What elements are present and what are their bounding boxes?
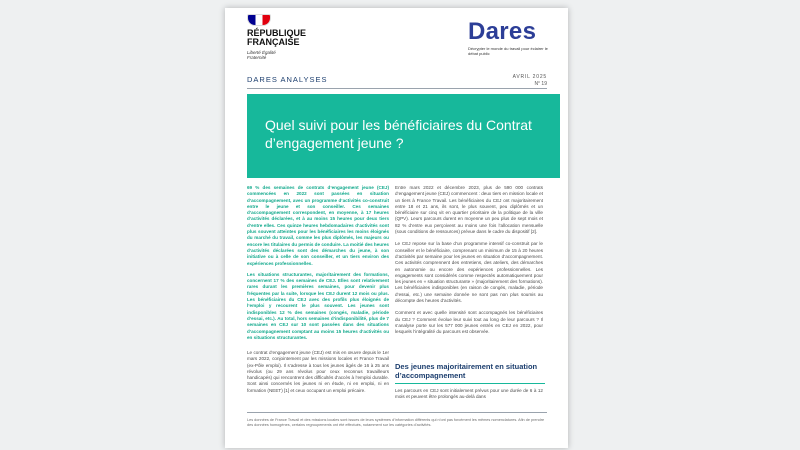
body-paragraph-3: Comment et avec quelle intensité sont accompagnés les bénéficiaires du CEJ ? Comment évolue leur suivi tout au long de leur parcours ? Il s’analyse porte sur les 577 000 jeunes entrés en CEJ en 2022, pour lesquels l’intégralité du parcours est observée. bbox=[395, 310, 543, 335]
page-title: Quel suivi pour les bénéficiaires du Contrat d’engagement jeune ? bbox=[265, 117, 532, 151]
body-column bbox=[395, 185, 543, 342]
section-paragraph: Les parcours en CEJ sont initialement prévus pour une durée de 6 à 12 mois et peuvent être prolongés au-delà dans bbox=[395, 388, 543, 400]
rf-motto: Liberté Égalité Fraternité bbox=[247, 50, 276, 60]
series-name: DARES ANALYSES bbox=[247, 75, 328, 84]
report-page bbox=[225, 8, 568, 448]
summary-paragraph-2: Les situations structurantes, majoritairement des formations, concernent 17 % des semaines de CEJ. Elles sont relativement rares durant les premières semaines, pour devenir plus fréquentes par la suite, lorsque les CEJ durent 12 mois ou plus. Les bénéficiaires du CEJ avec des profils plus éloignés de l’emploi y recourent le plus souvent. Les jeunes sont indisponibles 12 % des semaines (congés, maladie, période d’essai, etc.). Au total, hors semaines d’indisponibilité, plus de 7 semaines en CEJ sur 10 sont passées dans des situations d’accompagnement comptant au moins 15 heures d’activités ou en situations structurantes. bbox=[247, 271, 389, 340]
dares-logo-word: Dares bbox=[468, 18, 537, 45]
rf-title: RÉPUBLIQUE FRANÇAISE bbox=[247, 28, 307, 47]
issue-number: N° 19 bbox=[534, 81, 547, 87]
summary-paragraph-1: 69 % des semaines de contrats d’engagement jeune (CEJ) commencées en 2022 sont passées en situation d’accompagnement, avec un programme d’activités co-construit entre le jeune et son conseiller. Ces semaines d’accompagnement correspondent, en moyenne, à 17 heures d’activités déclarées, et à au moins 15 heures pour deux tiers d’entre elles. Ces quinze heures hebdomadaires d’activités sont plus souvent atteintes pour les bénéficiaires les moins éloignés du marché du travail, comme les plus diplômés, les majeurs ou encore les titulaires du permis de conduire. La moitié des heures d’activités déclarées sont des démarches du jeune, à son initiative ou à celle de son conseiller, et un tiers environ des expériences professionnelles. bbox=[247, 185, 389, 266]
intro-column bbox=[247, 350, 389, 394]
dares-logo-tagline: Décrypter le monde du travail pour éclairer le débat public bbox=[468, 46, 548, 56]
header-divider bbox=[247, 88, 547, 89]
republique-francaise-logo bbox=[247, 14, 337, 60]
series-header bbox=[247, 75, 547, 87]
intro-paragraph: Le contrat d’engagement jeune (CEJ) est mis en œuvre depuis le 1er mars 2022, conjointement par les missions locales et France Travail (ex-Pôle emploi). Il s’adresse à tous les jeunes âgés de 16 à 25 ans révolus (ou 29 ans révolus pour ceux reconnus travailleurs handicapés) qui rencontrent des difficultés d’accès à l’emploi durable. Sont ainsi concernés les jeunes ni en étude, ni en emploi, ni en formation (NEET) [1] et ceux occupant un emploi précaire. bbox=[247, 350, 389, 393]
footnote-divider bbox=[247, 412, 547, 413]
dares-logo bbox=[468, 20, 563, 56]
body-paragraph-2: Le CEJ repose sur la base d’un programme intensif co-construit par le conseiller et le bénéficiaire, comprenant un minimum de 15 à 20 heures d’activités par semaine pour les jeunes en situation d’accompagnement. Ces activités comprennent des entretiens, des ateliers, des démarches en autonomie ou encore des expériences professionnelles. Les engagements sont considérés comme respectés automatiquement pour les jeunes en « situation structurante » (majoritairement des formations). Les bénéficiaires indisponibles (en raison de congés, maladie, période d’essai, etc.) une semaine donnée ne sont pas non plus soumis au décompte des heures d’activités. bbox=[395, 241, 543, 304]
footnote: Les données de France Travail et des missions locales sont issues de leurs systèmes d’information différents qui n’ont pas forcément les mêmes nomenclatures. Afin de prendre des données homogènes, certains regroupements ont été effectués, notamment sur les catégories d’activités. bbox=[247, 418, 545, 427]
summary-column bbox=[247, 185, 389, 346]
section-heading: Des jeunes majoritairement en situation d’accompagnement bbox=[395, 362, 545, 384]
title-banner bbox=[247, 94, 560, 178]
body-paragraph-1: Entre mars 2022 et décembre 2023, plus de 590 000 contrats d’engagement jeune (CEJ) commencent : deux tiers en mission locale et un tiers à France Travail. Les bénéficiaires du CEJ ont majoritairement entre 18 et 21 ans, ils sont, le plus souvent, peu diplômés et un bénéficiaire sur cinq vit en quartier prioritaire de la politique de la ville (QPV). Leurs parcours durent en moyenne un peu plus de sept mois et 82 % d’entre eux perçoivent au moins une fois l’allocation mensuelle (sous conditions de ressources) prévue dans le cadre du dispositif [2]. bbox=[395, 185, 543, 235]
marianne-icon bbox=[247, 14, 271, 26]
section-body bbox=[395, 388, 543, 401]
publication-date: AVRIL 2025 bbox=[512, 74, 547, 80]
